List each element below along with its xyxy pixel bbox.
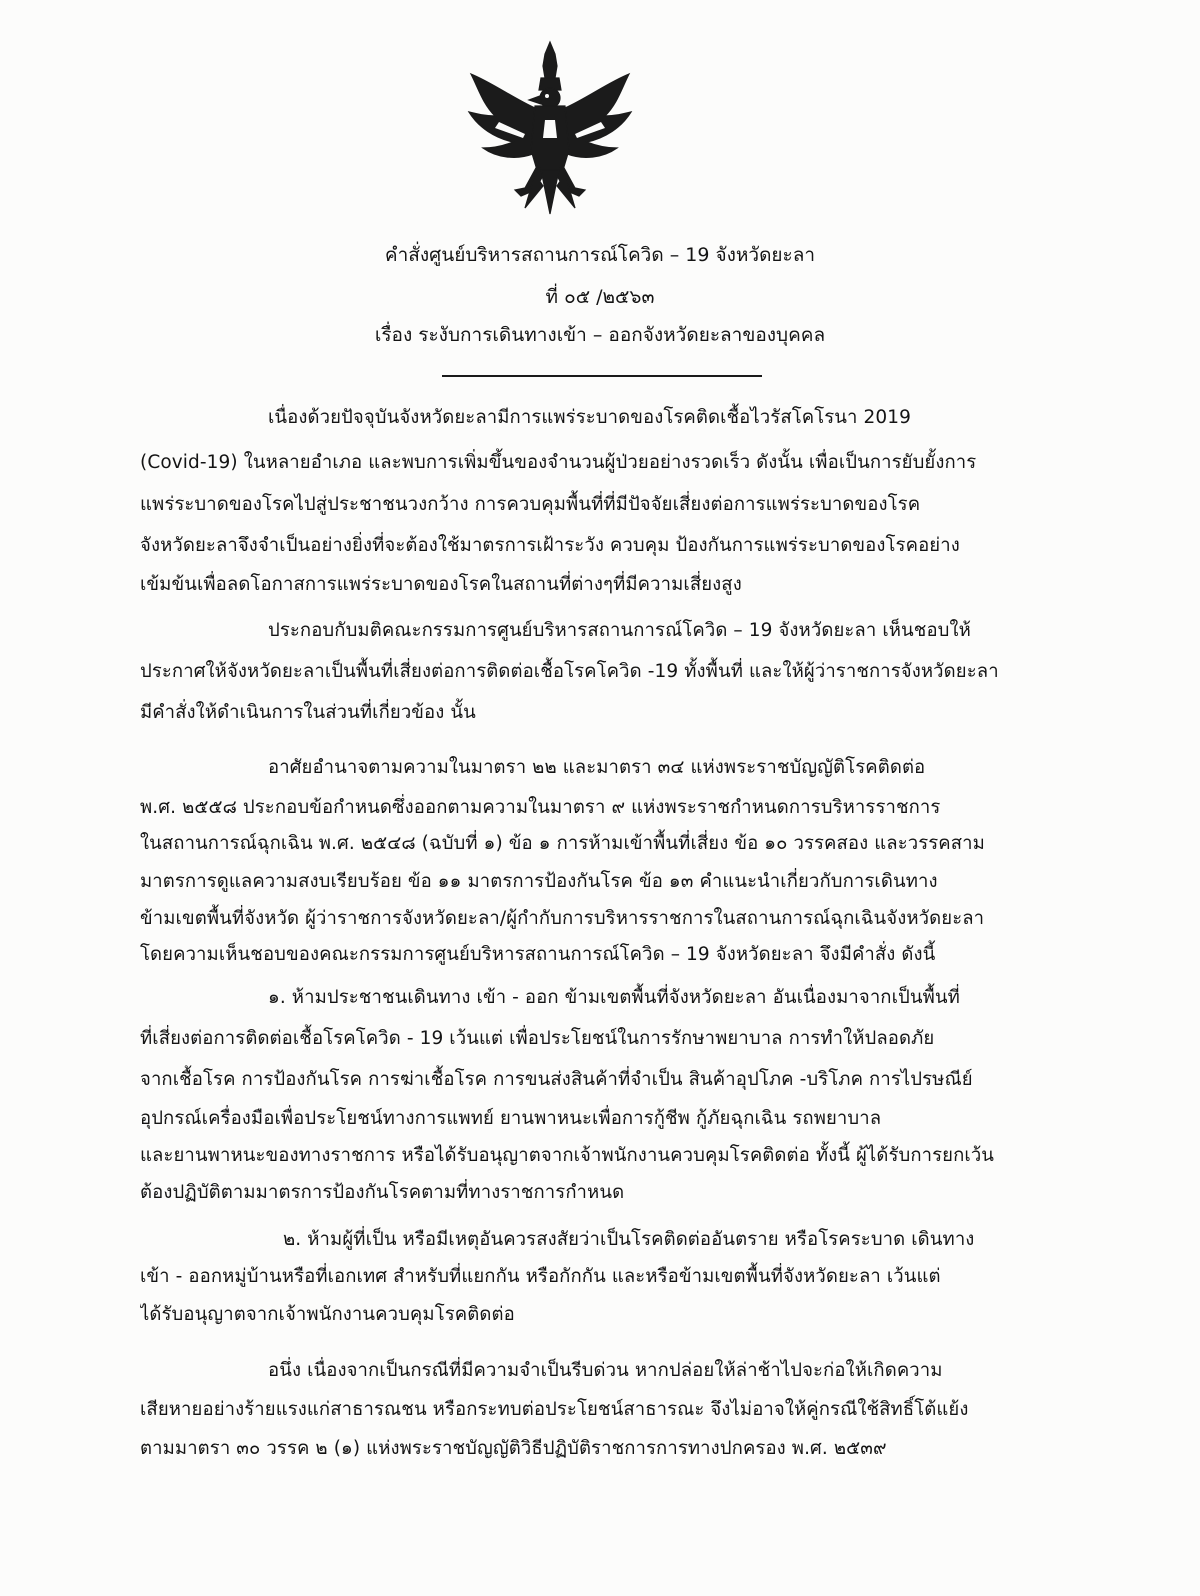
- closing-paragraph-line: ตามมาตรา ๓๐ วรรค ๒ (๑) แห่งพระราชบัญญัติวิธีปฏิบัติราชการการทางปกครอง พ.ศ. ๒๕๓๙: [140, 1438, 887, 1459]
- paragraph-3-line: พ.ศ. ๒๕๕๘ ประกอบข้อกำหนดซึ่งออกตามความในมาตรา ๙ แห่งพระราชกำหนดการบริหารราชการ: [140, 797, 941, 818]
- clause-1-line: ที่เสี่ยงต่อการติดต่อเชื้อโรคโควิด - 19 เว้นแต่ เพื่อประโยชน์ในการรักษาพยาบาล การทำให้ปลอดภัย: [140, 1028, 935, 1049]
- paragraph-2-line: ประกาศให้จังหวัดยะลาเป็นพื้นที่เสี่ยงต่อการติดต่อเชื้อโรคโควิด -19 ทั้งพื้นที่ และให้ผู้ว่าราชการจังหวัดยะลา: [140, 661, 999, 682]
- paragraph-1-line: เข้มข้นเพื่อลดโอกาสการแพร่ระบาดของโรคในสถานที่ต่างๆที่มีความเสี่ยงสูง: [140, 574, 742, 595]
- order-number: ที่ ๐๕ /๒๕๖๓: [545, 286, 655, 308]
- paragraph-2-line: ประกอบกับมติคณะกรรมการศูนย์บริหารสถานการณ์โควิด – 19 จังหวัดยะลา เห็นชอบให้: [268, 620, 971, 641]
- order-title: คำสั่งศูนย์บริหารสถานการณ์โควิด – 19 จังหวัดยะลา: [384, 244, 816, 266]
- clause-1-line: ๑. ห้ามประชาชนเดินทาง เข้า - ออก ข้ามเขตพื้นที่จังหวัดยะลา อันเนื่องมาจากเป็นพื้นที่: [268, 987, 960, 1008]
- paragraph-1-line: แพร่ระบาดของโรคไปสู่ประชาชนวงกว้าง การควบคุมพื้นที่ที่มีปัจจัยเสี่ยงต่อการแพร่ระบาดของโรค: [140, 494, 921, 515]
- paragraph-1-line: จังหวัดยะลาจึงจำเป็นอย่างยิ่งที่จะต้องใช้มาตรการเฝ้าระวัง ควบคุม ป้องกันการแพร่ระบาดของโรคอย่าง: [140, 535, 960, 556]
- clause-2-line: ๒. ห้ามผู้ที่เป็น หรือมีเหตุอันควรสงสัยว่าเป็นโรคติดต่ออันตราย หรือโรคระบาด เดินทาง: [283, 1229, 975, 1250]
- clause-2-line: เข้า - ออกหมู่บ้านหรือที่เอกเทศ สำหรับที่แยกกัน หรือกักกัน และหรือข้ามเขตพื้นที่จังหวัดยะลา เว้นแต่: [140, 1266, 941, 1287]
- paragraph-3-line: อาศัยอำนาจตามความในมาตรา ๒๒ และมาตรา ๓๔ แห่งพระราชบัญญัติโรคติดต่อ: [268, 757, 926, 778]
- clause-1-line: อุปกรณ์เครื่องมือเพื่อประโยชน์ทางการแพทย์ ยานพาหนะเพื่อการกู้ชีพ กู้ภัยฉุกเฉิน รถพยาบาล: [140, 1108, 882, 1129]
- closing-paragraph-line: เสียหายอย่างร้ายแรงแก่สาธารณชน หรือกระทบต่อประโยชน์สาธารณะ จึงไม่อาจให้คู่กรณีใช้สิทธิ์โต้แย้ง: [140, 1399, 969, 1420]
- clause-1-line: และยานพาหนะของทางราชการ หรือได้รับอนุญาตจากเจ้าพนักงานควบคุมโรคติดต่อ ทั้งนี้ ผู้ได้รับการยกเว้น: [140, 1145, 995, 1166]
- paragraph-3-line: ในสถานการณ์ฉุกเฉิน พ.ศ. ๒๕๔๘ (ฉบับที่ ๑) ข้อ ๑ การห้ามเข้าพื้นที่เสี่ยง ข้อ ๑๐ วรรคสอง และวรรคสาม: [140, 833, 985, 854]
- paragraph-3-line: มาตรการดูแลความสงบเรียบร้อย ข้อ ๑๑ มาตรการป้องกันโรค ข้อ ๑๓ คำแนะนำเกี่ยวกับการเดินทาง: [140, 871, 938, 892]
- clause-1-line: จากเชื้อโรค การป้องกันโรค การฆ่าเชื้อโรค การขนส่งสินค้าที่จำเป็น สินค้าอุปโภค -บริโภค การไปรษณีย์: [140, 1069, 973, 1090]
- clause-1-line: ต้องปฏิบัติตามมาตรการป้องกันโรคตามที่ทางราชการกำหนด: [140, 1182, 625, 1203]
- header-divider: [442, 375, 762, 377]
- paragraph-3-line: โดยความเห็นชอบของคณะกรรมการศูนย์บริหารสถานการณ์โควิด – 19 จังหวัดยะลา จึงมีคำสั่ง ดังนี้: [140, 944, 936, 965]
- paragraph-1-line: เนื่องด้วยปัจจุบันจังหวัดยะลามีการแพร่ระบาดของโรคติดเชื้อไวรัสโคโรนา 2019: [268, 407, 911, 428]
- garuda-emblem-icon: [465, 38, 635, 218]
- paragraph-3-line: ข้ามเขตพื้นที่จังหวัด ผู้ว่าราชการจังหวัดยะลา/ผู้กำกับการบริหารราชการในสถานการณ์ฉุกเฉินจังหวัดยะลา: [140, 908, 985, 929]
- closing-paragraph-line: อนึ่ง เนื่องจากเป็นกรณีที่มีความจำเป็นรีบด่วน หากปล่อยให้ล่าช้าไปจะก่อให้เกิดความ: [268, 1360, 943, 1381]
- paragraph-2-line: มีคำสั่งให้ดำเนินการในส่วนที่เกี่ยวข้อง นั้น: [140, 702, 476, 723]
- clause-2-line: ได้รับอนุญาตจากเจ้าพนักงานควบคุมโรคติดต่อ: [140, 1304, 515, 1325]
- order-subject: เรื่อง ระงับการเดินทางเข้า – ออกจังหวัดยะลาของบุคคล: [374, 324, 826, 346]
- paragraph-1-line: (Covid-19) ในหลายอำเภอ และพบการเพิ่มขึ้นของจำนวนผู้ป่วยอย่างรวดเร็ว ดังนั้น เพื่อเป็นการยับยั้งการ: [140, 452, 977, 473]
